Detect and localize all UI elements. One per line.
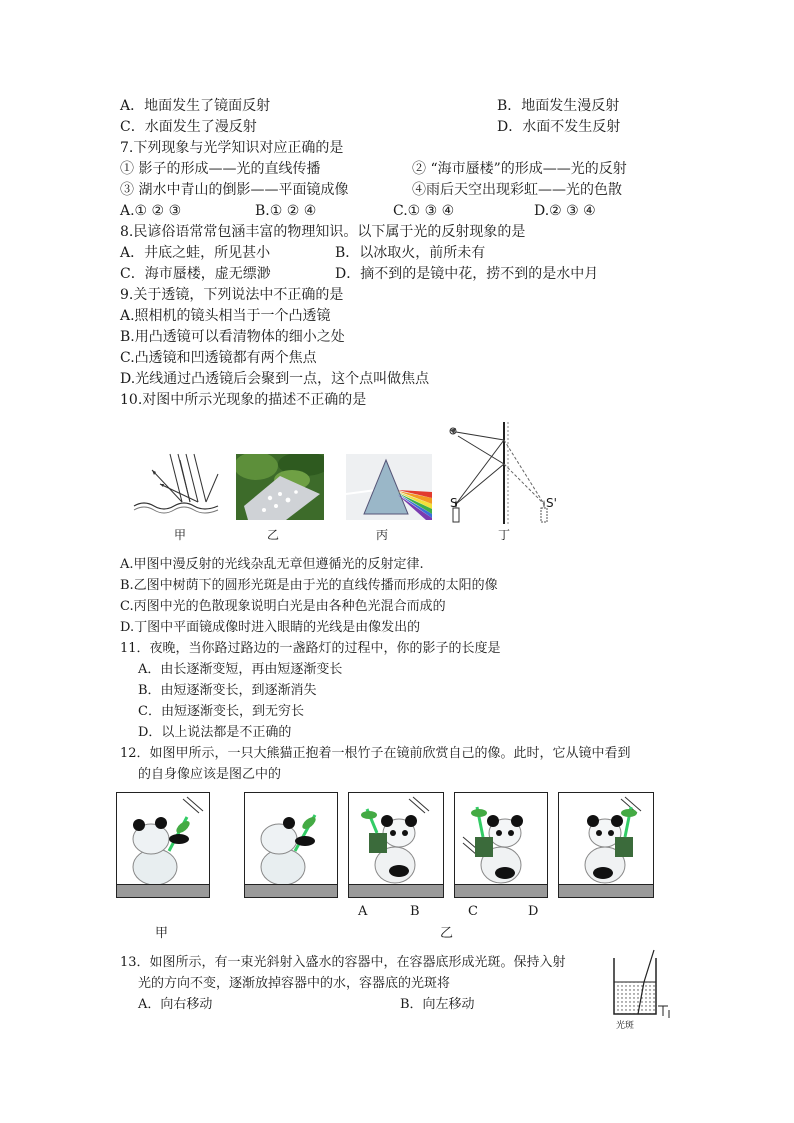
fig12-panel-c: [558, 792, 654, 898]
q12-stem-line2: 的自身像应该是图乙中的: [138, 767, 282, 782]
panda-icon: [349, 793, 443, 897]
q13-option-b: B．向左移动: [400, 997, 475, 1012]
q7-stem: 7.下列现象与光学知识对应正确的是: [120, 140, 344, 156]
panda-icon: [117, 793, 209, 897]
q11-option-b: B．由短逐渐变长，到逐渐消失: [138, 683, 317, 698]
q13-option-a: A．向右移动: [138, 997, 213, 1012]
fig10-label-yi: 乙: [267, 528, 280, 542]
fig12-panel-a: [348, 792, 444, 898]
q8-option-d: D．摘不到的是镜中花，捞不到的是水中月: [335, 266, 599, 282]
q6-option-b: B．地面发生漫反射: [497, 98, 620, 114]
q10-stem: 10.对图中所示光现象的描述不正确的是: [120, 392, 367, 408]
fig10-plane-mirror: [444, 420, 556, 528]
q7-option-a: A.① ② ③: [120, 203, 182, 219]
q13-stem-line2: 光的方向不变，逐渐放掉容器中的水，容器底的光斑将: [138, 976, 451, 991]
q8-stem: 8.民谚俗语常常包涵丰富的物理知识。以下属于光的反射现象的是: [120, 224, 526, 240]
q9-option-b: B.用凸透镜可以看清物体的细小之处: [120, 329, 345, 345]
fig12-label-c: C: [468, 904, 478, 919]
q7-item-2: ② “海市蜃楼”的形成——光的反射: [412, 161, 627, 177]
fig12-label-yi: 乙: [440, 926, 454, 941]
q7-option-c: C.① ③ ④: [393, 203, 455, 219]
q12-stem-line1: 12．如图甲所示，一只大熊猫正抱着一根竹子在镜前欣赏自己的像。此时，它从镜中看到: [120, 746, 631, 761]
q8-option-b: B．以冰取火，前所未有: [335, 245, 486, 261]
q8-option-a: A．井底之蛙，所见甚小: [120, 245, 271, 261]
q10-option-c: C.丙图中光的色散现象说明白光是由各种色光混合而成的: [120, 599, 446, 614]
q9-stem: 9.关于透镜，下列说法中不正确的是: [120, 287, 344, 303]
fig12-label-b: B: [410, 904, 420, 919]
fig10-label-ding: 丁: [498, 528, 511, 542]
fig12-label-a: A: [358, 904, 368, 919]
q11-option-a: A．由长逐渐变短，再由短逐渐变长: [138, 662, 343, 677]
q11-option-d: D．以上说法都是不正确的: [138, 725, 292, 740]
panda-icon: [559, 793, 653, 897]
q7-option-d: D.② ③ ④: [534, 203, 596, 219]
q10-option-b: B.乙图中树荫下的圆形光斑是由于光的直线传播而形成的太阳的像: [120, 578, 498, 593]
fig12-label-d: D: [528, 904, 539, 919]
q13-stem-line1: 13．如图所示，有一束光斜射入盛水的容器中，在容器底形成光斑。保持入射: [120, 955, 566, 970]
q8-option-c: C．海市蜃楼，虚无缥渺: [120, 266, 271, 282]
fig10-label-jia: 甲: [174, 528, 187, 542]
q11-option-c: C．由短逐渐变长，到无穷长: [138, 704, 304, 719]
q7-item-3: ③ 湖水中青山的倒影——平面镜成像: [120, 182, 349, 198]
q9-option-c: C.凸透镜和凹透镜都有两个焦点: [120, 350, 317, 366]
q6-option-c: C．水面发生了漫反射: [120, 119, 257, 135]
q9-option-a: A.照相机的镜头相当于一个凸透镜: [120, 308, 331, 324]
q10-option-d: D.丁图中平面镜成像时进入眼睛的光线是由像发出的: [120, 620, 421, 635]
q6-option-d: D．水面不发生反射: [497, 119, 621, 135]
fig12-panel-b: [454, 792, 548, 898]
fig10-light-spots-photo: [236, 454, 324, 520]
q6-option-a: A．地面发生了镜面反射: [120, 98, 271, 114]
fig12-panel-jia: [116, 792, 210, 898]
q9-option-d: D.光线通过凸透镜后会聚到一点，这个点叫做焦点: [120, 371, 430, 387]
q7-option-b: B.① ② ④: [255, 203, 317, 219]
fig12-label-jia: 甲: [155, 926, 169, 941]
fig12-panel-unlabeled: [244, 792, 338, 898]
fig13-water-container: [608, 948, 672, 1028]
fig10-diffuse-reflection: [130, 450, 222, 520]
fig10-label-s-prime: S': [546, 496, 557, 510]
panda-icon: [455, 793, 547, 897]
fig10-prism-dispersion: [346, 454, 432, 520]
q10-option-a: A.甲图中漫反射的光线杂乱无章但遵循光的反射定律.: [120, 557, 424, 572]
q7-item-1: ① 影子的形成——光的直线传播: [120, 161, 321, 177]
fig10-label-bing: 丙: [376, 528, 389, 542]
fig10-label-s: S: [450, 496, 458, 510]
q7-item-4: ④雨后天空出现彩虹——光的色散: [412, 182, 622, 198]
q11-stem: 11．夜晚，当你路过路边的一盏路灯的过程中，你的影子的长度是: [120, 641, 501, 656]
panda-icon: [245, 793, 337, 897]
fig13-light-spot-label: 光斑: [616, 1021, 635, 1031]
